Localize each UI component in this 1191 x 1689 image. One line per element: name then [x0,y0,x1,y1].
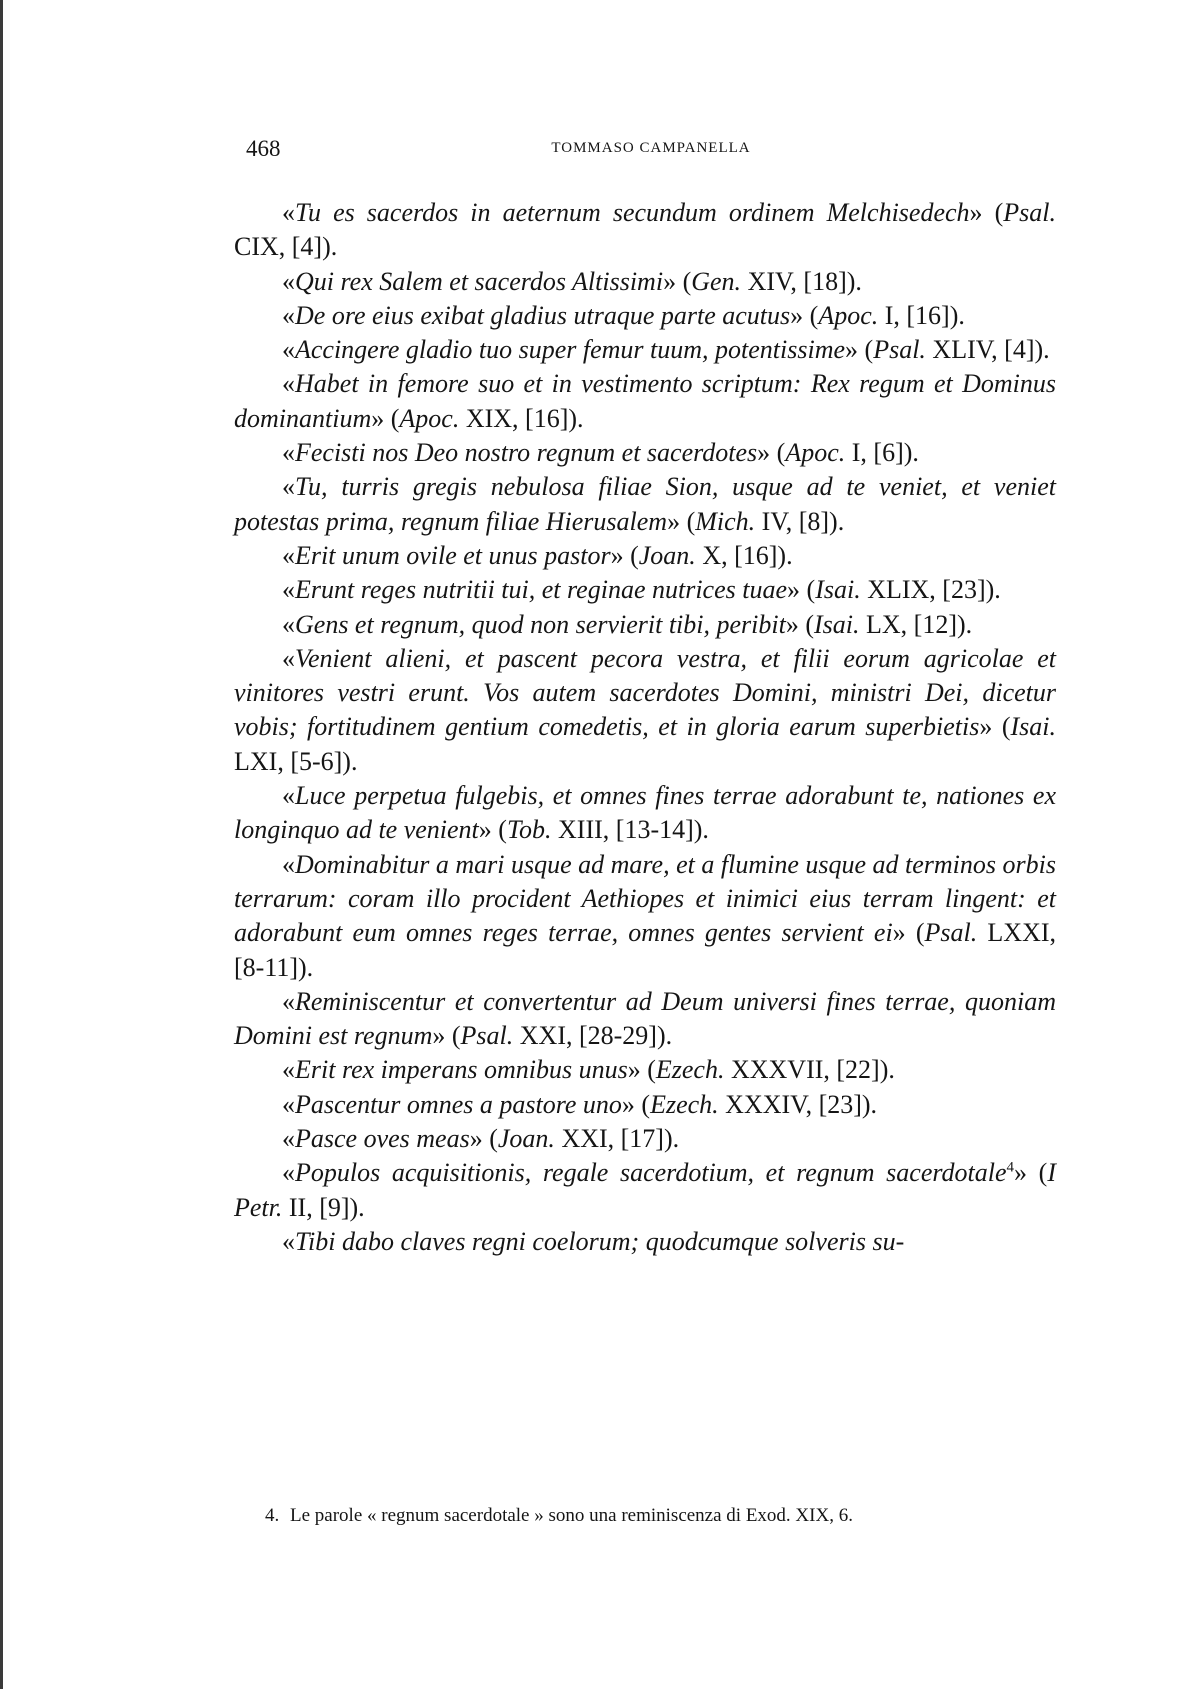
quote-text: Luce perpetua fulgebis, et omnes fines terrae adorabunt te, nationes ex longinquo ad te venient [234,781,1056,845]
footnote-number: 4. [265,1505,280,1526]
quote-paragraph: «Erunt reges nutritii tui, et reginae nutrices tuae» (Isai. XLIX, [23]). [282,575,1001,605]
quote-paragraph: «Accingere gladio tuo super femur tuum, potentissime» (Psal. XLIV, [4]). [282,335,1050,365]
running-head: TOMMASO CAMPANELLA [551,140,751,156]
quote-text: Accingere gladio tuo super femur tuum, potentissime [295,335,846,365]
footnote-text: Le parole « regnum sacerdotale » sono una reminiscenza di Exod. XIX, 6. [290,1505,853,1526]
quote-paragraph: «Qui rex Salem et sacerdos Altissimi» (Gen. XIV, [18]). [282,266,862,296]
citation-reference: (Ezech. XXXIV, [23]). [641,1089,878,1119]
quote-paragraph: «Luce perpetua fulgebis, et omnes fines terrae adorabunt te, nationes ex longinquo ad te venient» (Tob. XIII, [13-14]). [234,781,1056,845]
body-text [234,196,1056,1259]
quote-paragraph: «Erit unum ovile et unus pastor» (Joan. X, [16]). [282,540,793,570]
quote-paragraph: «Erit rex imperans omnibus unus» (Ezech. XXXVII, [22]). [282,1055,895,1085]
quote-paragraph: «Pasce oves meas» (Joan. XXI, [17]). [282,1124,680,1154]
citation-reference: (Gen. XIV, [18]). [682,266,862,296]
citation-reference: (Joan. XXI, [17]). [489,1124,680,1154]
quote-text: Populos acquisitionis, regale sacerdotium, et regnum sacerdotale [295,1158,1007,1188]
quote-text: Tibi dabo claves regni coelorum; quodcumque solveris su- [295,1226,905,1256]
quote-paragraph: «Reminiscentur et convertentur ad Deum universi fines terrae, quoniam Domini est regnum» (Psal. XXI, [28-29]). [234,986,1056,1051]
citation-reference: (Ezech. XXXVII, [22]). [647,1055,895,1085]
quote-text: Gens et regnum, quod non servierit tibi, peribit [295,609,786,639]
page-number: 468 [246,136,281,161]
quote-text: Pasce oves meas [295,1124,470,1154]
footnote-marker: 4 [1006,1159,1015,1176]
quote-paragraph: «Tu, turris gregis nebulosa filiae Sion, usque ad te veniet, et veniet potestas prima, regnum filiae Hierusalem» (Mich. IV, [8]). [234,472,1056,536]
quote-text: Reminiscentur et convertentur ad Deum universi fines terrae, quoniam Domini est regnum [234,986,1056,1051]
citation-reference: (Isai. XLIX, [23]). [806,575,1001,605]
citation-reference: (Psal. CIX, [4]). [234,198,1057,262]
quote-text: Qui rex Salem et sacerdos Altissimi [295,266,664,296]
citation-reference: (Isai. LXI, [5-6]). [234,712,1056,776]
quote-paragraph: «De ore eius exibat gladius utraque parte acutus» (Apoc. I, [16]). [282,300,965,330]
citation-reference: (Tob. XIII, [13-14]). [498,815,709,845]
quote-text: Dominabitur a mari usque ad mare, et a flumine usque ad terminos orbis terrarum: coram illo procident Aethiopes et inimici eius terram lingent: et adorabunt eum omnes reges terrae, omnes gentes servient ei [234,849,1056,948]
citation-reference: (Apoc. I, [6]). [776,438,919,468]
footnote [265,1505,1065,1527]
quote-paragraph: «Tibi dabo claves regni coelorum; quodcumque solveris su- [282,1226,905,1256]
quote-text: Tu es sacerdos in aeternum secundum ordinem Melchisedech [295,198,970,227]
quote-paragraph: «Habet in femore suo et in vestimento scriptum: Rex regum et Dominus dominantium» (Apoc. XIX, [16]). [234,369,1056,433]
citation-reference: (Apoc. I, [16]). [809,300,965,330]
citation-reference: (Mich. IV, [8]). [686,506,845,536]
citation-reference: (Isai. LX, [12]). [805,609,973,639]
quote-paragraph: «Fecisti nos Deo nostro regnum et sacerdotes» (Apoc. I, [6]). [282,438,919,468]
quote-paragraph: «Venient alieni, et pascent pecora vestra, et filii eorum agricolae et vinitores vestri erunt. Vos autem sacerdotes Domini, ministri Dei, dicetur vobis; fortitudinem gentium comedetis, et in gloria earum superbietis» (Isai. LXI, [5-6]). [234,643,1056,776]
citation-reference: (Joan. X, [16]). [630,540,793,570]
quote-paragraph: «Tu es sacerdos in aeternum secundum ordinem Melchisedech» (Psal. CIX, [4]). [234,198,1057,262]
quote-text: Erit unum ovile et unus pastor [295,540,611,570]
quote-paragraph: «Populos acquisitionis, regale sacerdotium, et regnum sacerdotale$^4$» (I Petr. II, [9]). [234,1158,1056,1222]
quote-paragraph: «Pascentur omnes a pastore uno» (Ezech. XXXIV, [23]). [282,1089,878,1119]
citation-reference: (Psal. LXXI, [8-11]). [234,918,1057,982]
citation-reference: (I Petr. II, [9]). [234,1158,1056,1222]
quote-text: Tu, turris gregis nebulosa filiae Sion, usque ad te veniet, et veniet potestas prima, regnum filiae Hierusalem [234,472,1056,536]
quote-text: Fecisti nos Deo nostro regnum et sacerdotes [295,438,758,468]
citation-reference: (Psal. XLIV, [4]). [864,335,1050,365]
page-header [246,136,1056,166]
citation-reference: (Apoc. XIX, [16]). [390,403,584,433]
quote-paragraph: «Dominabitur a mari usque ad mare, et a flumine usque ad terminos orbis terrarum: coram illo procident Aethiopes et inimici eius terram lingent: et adorabunt eum omnes reges terrae, omnes gentes servient ei» (Psal. LXXI, [8-11]). [234,849,1057,982]
quote-text: Erit rex imperans omnibus unus [295,1055,628,1085]
citation-reference: (Psal. XXI, [28-29]). [451,1021,673,1051]
scan-edge [0,0,3,1689]
quote-text: Habet in femore suo et in vestimento scriptum: Rex regum et Dominus dominantium [234,369,1056,433]
quote-text: De ore eius exibat gladius utraque parte acutus [295,300,791,330]
quote-paragraph: «Gens et regnum, quod non servierit tibi, peribit» (Isai. LX, [12]). [282,609,973,639]
quote-text: Pascentur omnes a pastore uno [295,1089,622,1119]
quote-text: Erunt reges nutritii tui, et reginae nutrices tuae [295,575,788,605]
quote-text: Venient alieni, et pascent pecora vestra, et filii eorum agricolae et vinitores vestri erunt. Vos autem sacerdotes Domini, ministri Dei, dicetur vobis; fortitudinem gentium comedetis, et in gloria earum superbietis [234,643,1056,742]
